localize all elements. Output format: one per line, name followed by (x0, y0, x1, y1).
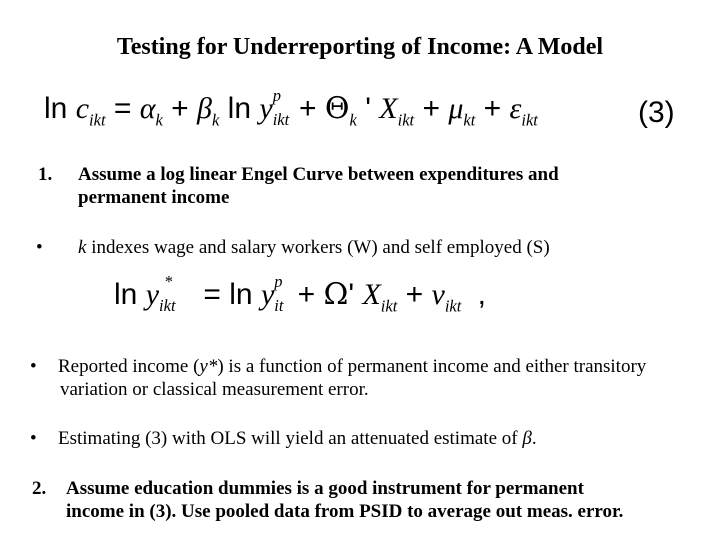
eq3-ln-2: ln (227, 92, 252, 125)
eq2-nu: ν (431, 278, 445, 311)
k-variable: k (78, 237, 87, 258)
eq3-equals: = (113, 92, 132, 125)
point-1-text (78, 163, 678, 209)
eq2-plus-1: + (297, 278, 316, 311)
eq3-ln: ln (44, 92, 68, 125)
reported-income-equation (114, 272, 487, 316)
bullet-ols-text (58, 427, 537, 450)
eq3-x-sub: ikt (397, 110, 415, 130)
eq2-nu-sub: ikt (444, 296, 462, 316)
eq2-prime: ' (348, 278, 355, 311)
eq3-alpha-sub: k (155, 110, 163, 130)
bullet-k-marker: • (36, 237, 43, 258)
ols-pre: Estimating (3) with OLS will yield an attenuated estimate of (58, 428, 523, 449)
eq3-y-sub: ikt (272, 110, 290, 130)
eq3-plus-4: + (483, 92, 502, 125)
eq2-omega: Ω (323, 277, 349, 312)
equation-number: (3) (638, 96, 675, 129)
bullet-k-text (78, 236, 550, 259)
point-1-marker: 1. (38, 164, 53, 185)
eq3-epsilon-sub: ikt (521, 110, 538, 130)
eq2-y2: y (260, 278, 275, 311)
eq3-c-sub: ikt (89, 110, 106, 130)
eq2-x: X (362, 278, 381, 311)
eq3-y-sup: p (272, 86, 281, 106)
bullet-reported-line-1 (58, 355, 708, 378)
y-star: y* (199, 356, 218, 377)
eq3-theta-sub: k (349, 110, 357, 130)
eq3-alpha: α (139, 92, 156, 125)
eq2-ln-2: ln (229, 278, 253, 311)
point-1-line-2: permanent income (78, 187, 230, 208)
eq2-y2-sub: it (274, 296, 284, 316)
eq2-y: y (145, 278, 160, 311)
reported-pre: Reported income ( (58, 356, 200, 377)
point-1-line-1: Assume a log linear Engel Curve between expenditures and (78, 164, 559, 185)
point-2-marker: 2. (32, 478, 47, 499)
eq3-beta-sub: k (212, 110, 220, 130)
eq3-x: X (379, 92, 398, 125)
eq3-c: c (75, 92, 90, 125)
eq2-ln-1: ln (114, 278, 138, 311)
bullet-reported-line-2: variation or classical measurement error. (60, 379, 369, 400)
point-2-line-1: Assume education dummies is a good instrument for permanent (66, 478, 584, 499)
point-2-line-2: income in (3). Use pooled data from PSID to average out meas. error. (66, 501, 624, 522)
ols-post: . (531, 428, 537, 449)
eq3-beta: β (197, 92, 212, 125)
eq3-theta: Θ (324, 91, 350, 126)
eq3-mu: μ (448, 92, 464, 125)
slide-title: Testing for Underreporting of Income: A Model (116, 34, 604, 60)
eq3-plus-3: + (422, 92, 440, 125)
eq2-x-sub: ikt (380, 296, 398, 316)
point-2-text (66, 477, 706, 523)
eq3-plus-1: + (171, 92, 189, 125)
reported-post: ) is a function of permanent income and either transitory (217, 356, 647, 377)
eq3-plus-2: + (299, 92, 317, 125)
eq2-equals: = (203, 278, 221, 311)
eq3-prime: ' (365, 92, 371, 125)
eq2-comma: , (477, 278, 487, 311)
eq3-mu-sub: kt (463, 110, 476, 130)
eq2-plus-2: + (405, 278, 424, 311)
eq3-y: y (259, 92, 273, 125)
ols-beta: β (522, 428, 532, 449)
bullet-k-body: indexes wage and salary workers (W) and self employed (S) (86, 237, 550, 258)
eq2-y-sup: * (163, 272, 173, 292)
bullet-reported-text (58, 355, 708, 401)
equation-3 (44, 86, 538, 130)
eq2-y-sub: ikt (159, 296, 176, 316)
eq3-epsilon: ε (509, 92, 522, 125)
bullet-ols-marker: • (30, 428, 37, 449)
eq2-y2-sup: p (274, 272, 283, 292)
bullet-reported-marker: • (30, 356, 37, 377)
